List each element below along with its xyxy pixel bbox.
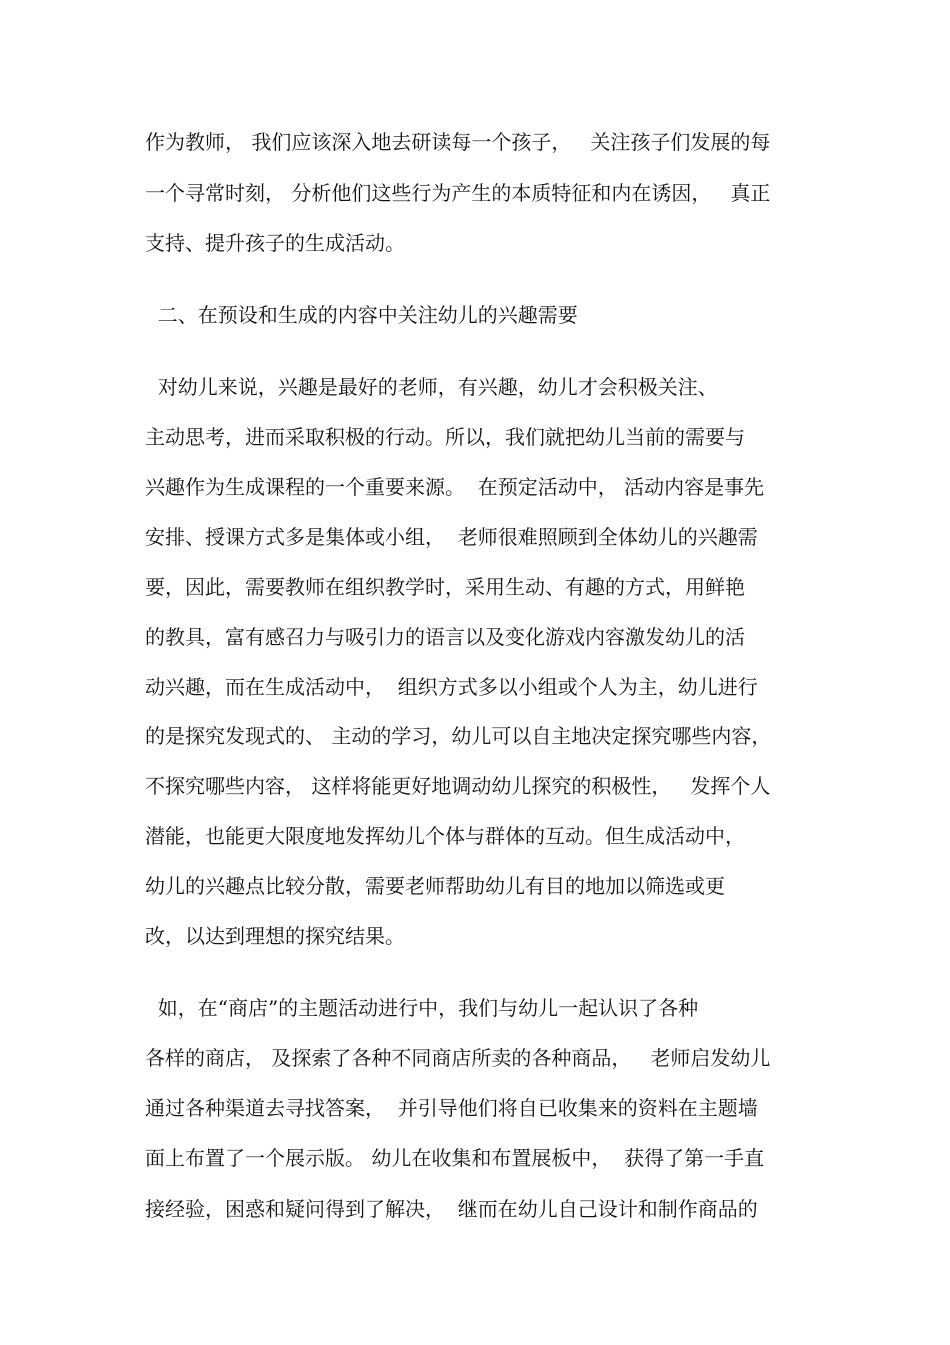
text-line: 兴趣作为生成课程的一个重要来源。 在预定活动中， 活动内容是事先 xyxy=(145,475,765,499)
text-line: 动兴趣，而在生成活动中， 组织方式多以小组或个人为主，幼儿进行 xyxy=(145,675,758,699)
text-line: 潜能，也能更大限度地发挥幼儿个体与群体的互动。但生成活动中， xyxy=(145,824,745,848)
text-line: 接经验，困惑和疑问得到了解决， 继而在幼儿自己设计和制作商品的 xyxy=(145,1197,758,1221)
section-heading: 二、在预设和生成的内容中关注幼儿的兴趣需要 xyxy=(145,303,578,327)
text-line: 各样的商店， 及探索了各种不同商店所卖的各种商品， 老师启发幼儿 xyxy=(145,1046,771,1070)
text-line: 安排、授课方式多是集体或小组， 老师很难照顾到全体幼儿的兴趣需 xyxy=(145,525,758,549)
text-line: 支持、提升孩子的生成活动。 xyxy=(145,231,405,255)
text-line: 主动思考，进而采取积极的行动。所以，我们就把幼儿当前的需要与 xyxy=(145,425,745,449)
text-line: 面上布置了一个展示版。 幼儿在收集和布置展板中， 获得了第一手直 xyxy=(145,1146,765,1170)
text-line: 不探究哪些内容， 这样将能更好地调动幼儿探究的积极性， 发挥个人 xyxy=(145,774,771,798)
text-line: 的教具，富有感召力与吸引力的语言以及变化游戏内容激发幼儿的活 xyxy=(145,625,745,649)
text-line: 的是探究发现式的、 主动的学习，幼儿可以自主地决定探究哪些内容， xyxy=(145,724,772,748)
text-line: 改，以达到理想的探究结果。 xyxy=(145,924,405,948)
text-line: 通过各种渠道去寻找答案， 并引导他们将自已收集来的资料在主题墙 xyxy=(145,1096,758,1120)
text-line: 要，因此，需要教师在组织教学时，采用生动、有趣的方式，用鲜艳 xyxy=(145,575,745,599)
text-line: 对幼儿来说，兴趣是最好的老师，有兴趣，幼儿才会积极关注、 xyxy=(145,375,718,399)
text-line: 一个寻常时刻， 分析他们这些行为产生的本质特征和内在诱因， 真正 xyxy=(145,181,771,205)
text-line: 幼儿的兴趣点比较分散，需要老师帮助幼儿有目的地加以筛选或更 xyxy=(145,874,725,898)
text-line: 如，在“商店”的主题活动进行中，我们与幼儿一起认识了各种 xyxy=(145,996,699,1020)
text-line: 作为教师， 我们应该深入地去研读每一个孩子， 关注孩子们发展的每 xyxy=(145,130,771,154)
